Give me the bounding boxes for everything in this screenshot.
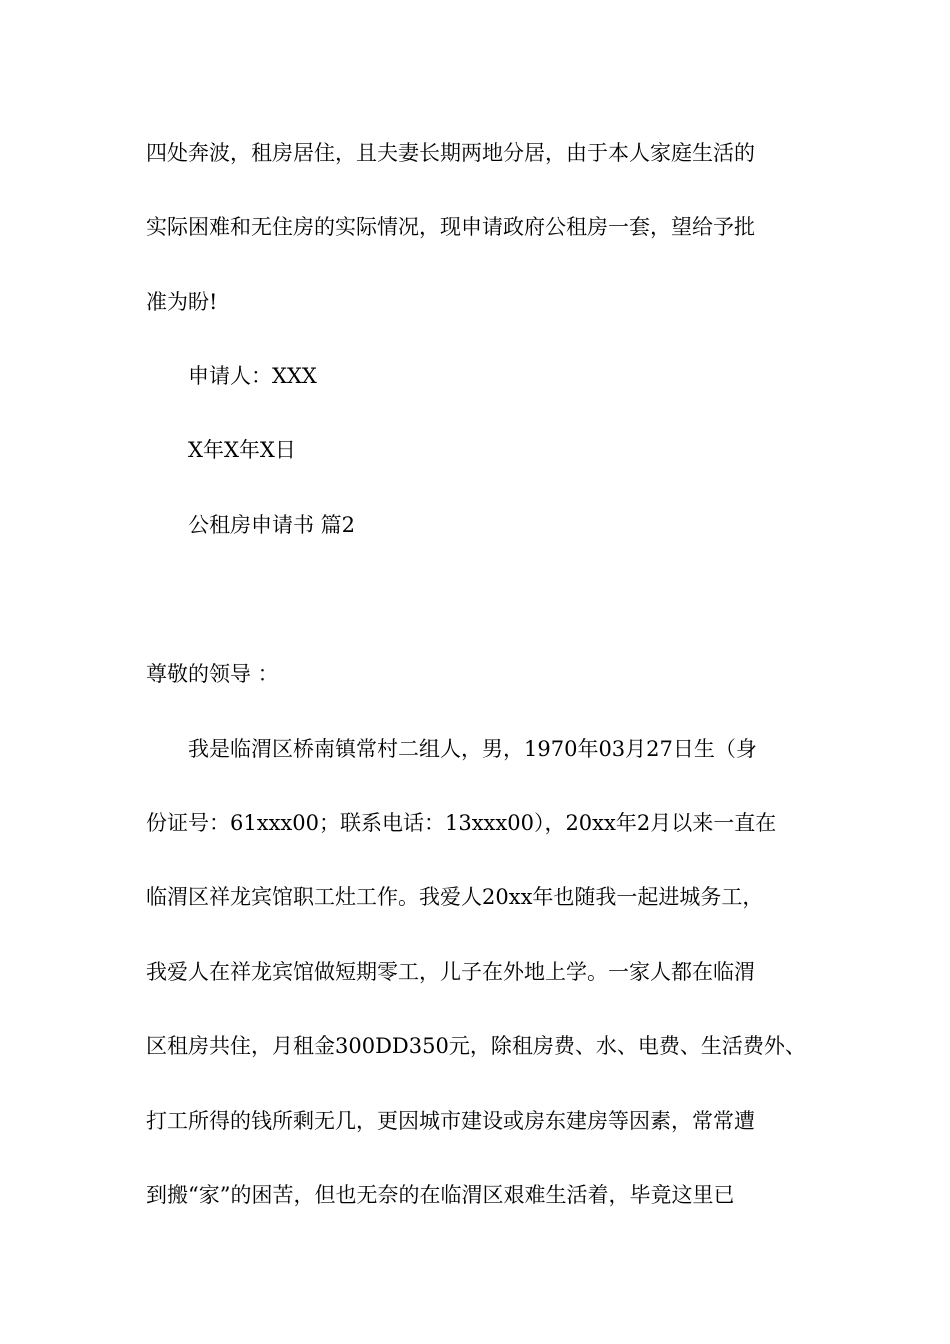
paragraph-line: 实际困难和无住房的实际情况，现申请政府公租房一套，望给予批 — [146, 215, 755, 239]
paragraph-line: 临渭区祥龙宾馆职工灶工作。我爱人20xx年也随我一起进城务工， — [146, 885, 764, 909]
applicant-signature: 申请人：XXX — [188, 364, 317, 388]
paragraph-line: 份证号：61xxx00；联系电话：13xxx00），20xx年2月以来一直在 — [146, 811, 777, 835]
paragraph-line: 打工所得的钱所剩无几，更因城市建设或房东建房等因素，常常遭 — [146, 1109, 755, 1133]
paragraph-line: 区租房共住，月租金300DD350元，除租房费、水、电费、生活费外、 — [146, 1034, 806, 1058]
paragraph-line: 到搬“家”的困苦，但也无奈的在临渭区艰难生活着，毕竟这里已 — [146, 1183, 735, 1207]
paragraph-line: 四处奔波，租房居住，且夫妻长期两地分居，由于本人家庭生活的 — [146, 141, 755, 165]
signature-date: X年X年X日 — [188, 438, 296, 462]
paragraph-line: 我是临渭区桥南镇常村二组人，男，1970年03月27日生（身 — [188, 737, 757, 761]
paragraph-line: 准为盼! — [146, 290, 218, 314]
section-title: 公租房申请书 篇2 — [188, 513, 356, 537]
salutation: 尊敬的领导 ： — [146, 662, 279, 686]
paragraph-line: 我爱人在祥龙宾馆做短期零工，儿子在外地上学。一家人都在临渭 — [146, 960, 755, 984]
